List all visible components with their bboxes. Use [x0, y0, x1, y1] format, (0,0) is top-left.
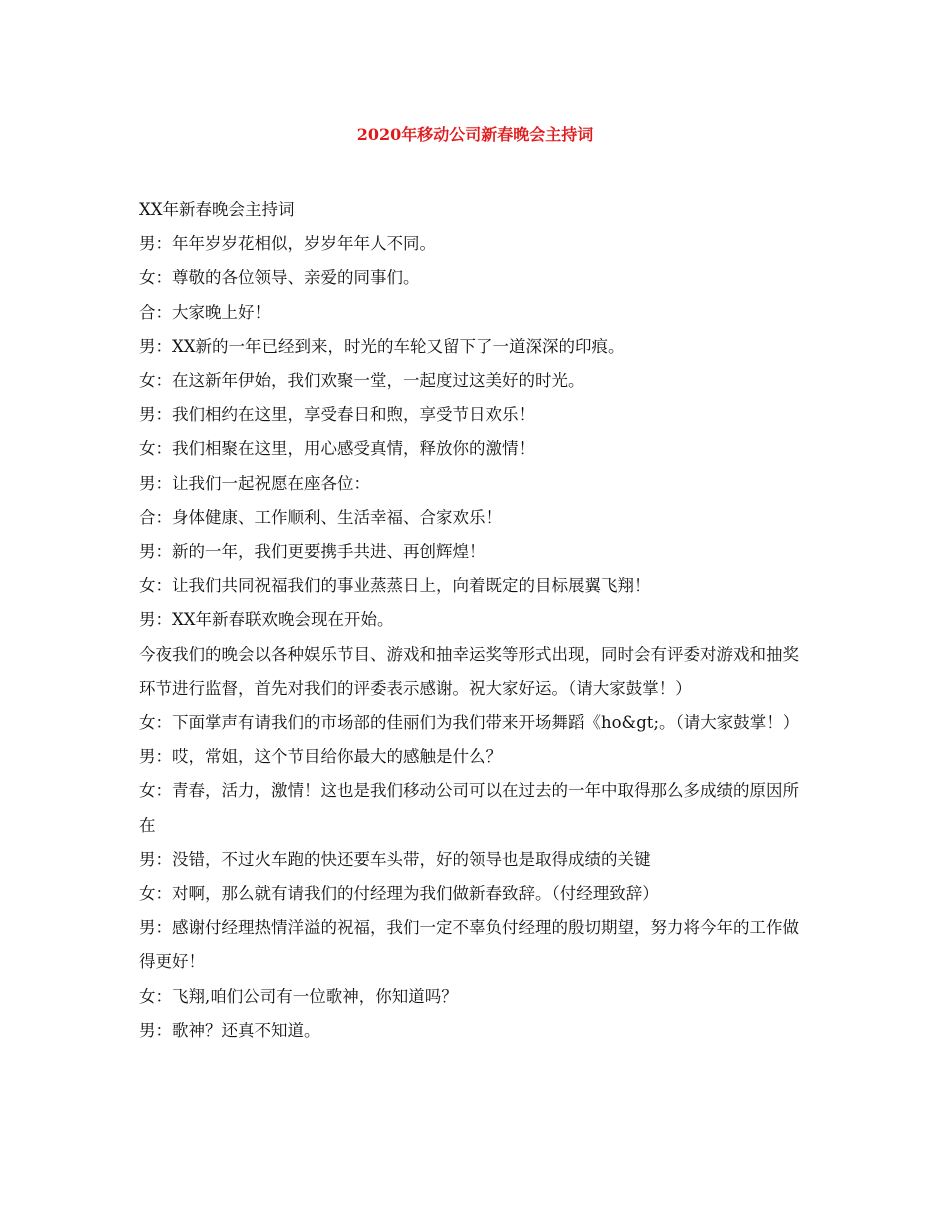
paragraph: 男：哎，常姐，这个节目给你最大的感触是什么？: [139, 747, 502, 767]
paragraph: 女：飞翔,咱们公司有一位歌神，你知道吗？: [139, 986, 458, 1006]
paragraph: 女：对啊，那么就有请我们的付经理为我们做新春致辞。（付经理致辞）: [139, 884, 659, 904]
paragraph: 今夜我们的晚会以各种娱乐节目、游戏和抽幸运奖等形式出现，同时会有评委对游戏和抽奖环节进行监督，首先对我们的评委表示感谢。祝大家好运。（请大家鼓掌！）: [139, 644, 799, 698]
paragraph: XX年新春晚会主持词: [139, 200, 295, 219]
paragraph: 女：在这新年伊始，我们欢聚一堂，一起度过这美好的时光。: [139, 371, 585, 391]
paragraph: 男：让我们一起祝愿在座各位：: [139, 473, 370, 493]
paragraph: 男：感谢付经理热情洋溢的祝福，我们一定不辜负付经理的殷切期望，努力将今年的工作做得更好！: [139, 918, 799, 972]
paragraph: 女：青春，活力，激情！这也是我们移动公司可以在过去的一年中取得那么多成绩的原因所在: [139, 781, 799, 835]
paragraph: 男：歌神？还真不知道。: [139, 1020, 321, 1040]
paragraph: 男：新的一年，我们更要携手共进、再创辉煌！: [139, 542, 486, 562]
paragraph: 女：下面掌声有请我们的市场部的佳丽们为我们带来开场舞蹈《ho&gt;。（请大家鼓掌！）: [139, 713, 800, 733]
document-body: [139, 193, 815, 1048]
paragraph: 合：身体健康、工作顺利、生活幸福、合家欢乐！: [139, 507, 502, 527]
paragraph: 男：XX新的一年已经到来，时光的车轮又留下了一道深深的印痕。: [139, 336, 625, 356]
paragraph: 合：大家晚上好！: [139, 302, 271, 322]
paragraph: 男：我们相约在这里，享受春日和煦，享受节日欢乐！: [139, 405, 535, 425]
paragraph: 男：XX年新春联欢晚会现在开始。: [139, 610, 394, 630]
paragraph: 女：让我们共同祝福我们的事业蒸蒸日上，向着既定的目标展翼飞翔！: [139, 576, 651, 596]
paragraph: 女：我们相聚在这里，用心感受真情，释放你的激情！: [139, 439, 535, 459]
paragraph: 女：尊敬的各位领导、亲爱的同事们。: [139, 268, 420, 288]
document-title: 2020年移动公司新春晚会主持词: [356, 125, 594, 144]
paragraph: 男：年年岁岁花相似，岁岁年年人不同。: [139, 234, 436, 254]
paragraph: 男：没错，不过火车跑的快还要车头带，好的领导也是取得成绩的关键: [139, 849, 651, 869]
